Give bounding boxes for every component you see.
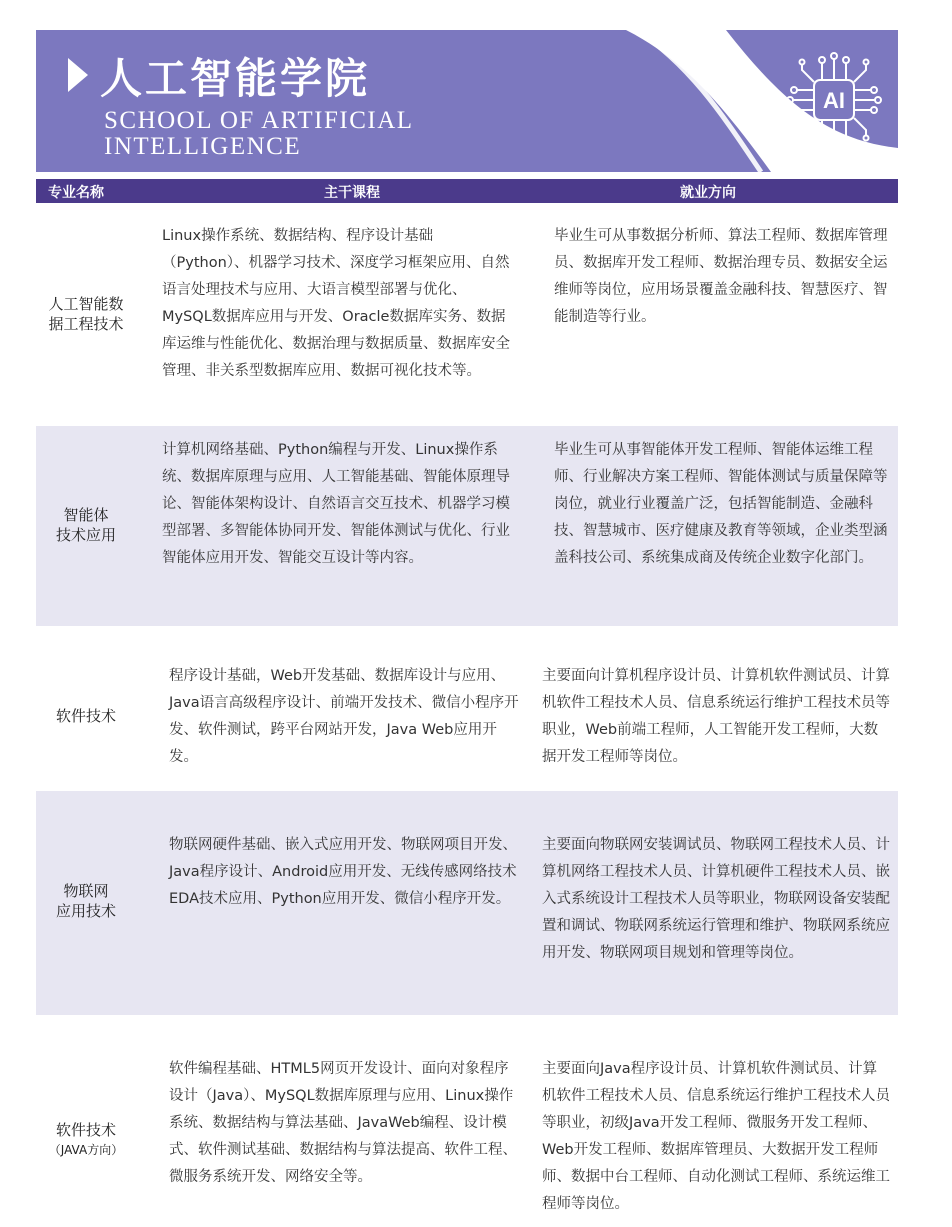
major-name-line: 应用技术 [55,902,116,920]
courses-text: 软件编程基础、HTML5网页开发设计、面向对象程序设计（Java）、MySQL数据库原理与应用、Linux操作系统、数据结构与算法基础、JavaWeb编程、设计模式、软件测试基础、数据结构与算法提高、软件工程、微服务系统开发、网络安全等。 [169,1061,517,1185]
courses-text: Linux操作系统、数据结构、程序设计基础（Python）、机器学习技术、深度学习框架应用、自然语言处理技术与应用、大语言模型部署与优化、MySQL数据库应用与开发、Oracle数据库实务、数据库运维与性能优化、数据治理与数据质量、数据库安全管理、非关系型数据库应用、数据可视化技术等。 [162,228,510,379]
major-name-line: 人工智能数 [48,295,124,313]
major-name-line: 技术应用 [55,526,116,544]
courses-text: 物联网硬件基础、嵌入式应用开发、物联网项目开发、Java程序设计、Android应用开发、无线传感网络技术EDA技术应用、Python应用开发、微信小程序开发。 [169,837,517,907]
table-header [36,179,898,203]
header-jobs: 就业方向 [680,185,736,201]
jobs-text: 毕业生可从事智能体开发工程师、智能体运维工程师、行业解决方案工程师、智能体测试与质量保障等岗位，就业行业覆盖广泛，包括智能制造、金融科技、智慧城市、医疗健康及教育等领域，企业类型涵盖科技公司、系统集成商及传统企业数字化部门。 [554,442,888,566]
header-courses: 主干课程 [324,185,380,201]
courses-text: 程序设计基础，Web开发基础、数据库设计与应用、Java语言高级程序设计、前端开发技术、微信小程序开发、软件测试，跨平台网站开发，Java Web应用开发。 [169,668,519,765]
subtitle-line-2: INTELLIGENCE [104,133,302,160]
major-name [36,294,136,334]
banner [36,30,898,172]
table-row [36,1045,898,1227]
major-name [36,1120,136,1160]
ai-logo-text: AI [823,88,845,113]
header-major: 专业名称 [48,185,104,201]
table-row [36,212,898,420]
major-name-line: 智能体 [63,506,109,524]
table-row [36,426,898,626]
major-name-line: 软件技术 [55,1121,116,1139]
ai-chip-logo-icon [786,52,882,148]
major-name-line: （JAVA方向） [48,1143,124,1157]
play-triangle-icon [68,58,88,92]
major-name-line: 软件技术 [55,707,116,725]
major-name-line: 据工程技术 [48,315,124,333]
major-name-line: 物联网 [63,882,109,900]
major-name [36,881,136,921]
jobs-text: 主要面向Java程序设计员、计算机软件测试员、计算机软件工程技术人员、信息系统运行维护工程技术人员等职业，初级Java开发工程师、微服务开发工程师、Web开发工程师、数据库管理员、大数据开发工程师师、数据中台工程师、自动化测试工程师、系统运维工程师等岗位。 [542,1061,890,1212]
subtitle-line-1: SCHOOL OF ARTIFICIAL [104,107,414,134]
major-name [36,505,136,545]
jobs-text: 主要面向计算机程序设计员、计算机软件测试员、计算机软件工程技术人员、信息系统运行维护工程技术员等职业，Web前端工程师，人工智能开发工程师，大数据开发工程师等岗位。 [542,668,890,765]
page-title: 人工智能学院 [100,54,371,103]
table-row [36,652,898,782]
jobs-text: 主要面向物联网安装调试员、物联网工程技术人员、计算机网络工程技术人员、计算机硬件工程技术人员、嵌入式系统设计工程技术人员等职业，物联网设备安装配置和调试、物联网系统运行管理和维护、物联网系统应用开发、物联网项目规划和管理等岗位。 [542,837,890,961]
jobs-text: 毕业生可从事数据分析师、算法工程师、数据库管理员、数据库开发工程师、数据治理专员、数据安全运维师等岗位，应用场景覆盖金融科技、智慧医疗、智能制造等行业。 [554,228,888,325]
major-name [36,706,136,726]
table-row [36,791,898,1015]
page-subtitle-en [104,108,414,160]
courses-text: 计算机网络基础、Python编程与开发、Linux操作系统、数据库原理与应用、人工智能基础、智能体原理导论、智能体架构设计、自然语言交互技术、机器学习模型部署、多智能体协同开发、智能体测试与优化、行业智能体应用开发、智能交互设计等内容。 [162,442,510,566]
